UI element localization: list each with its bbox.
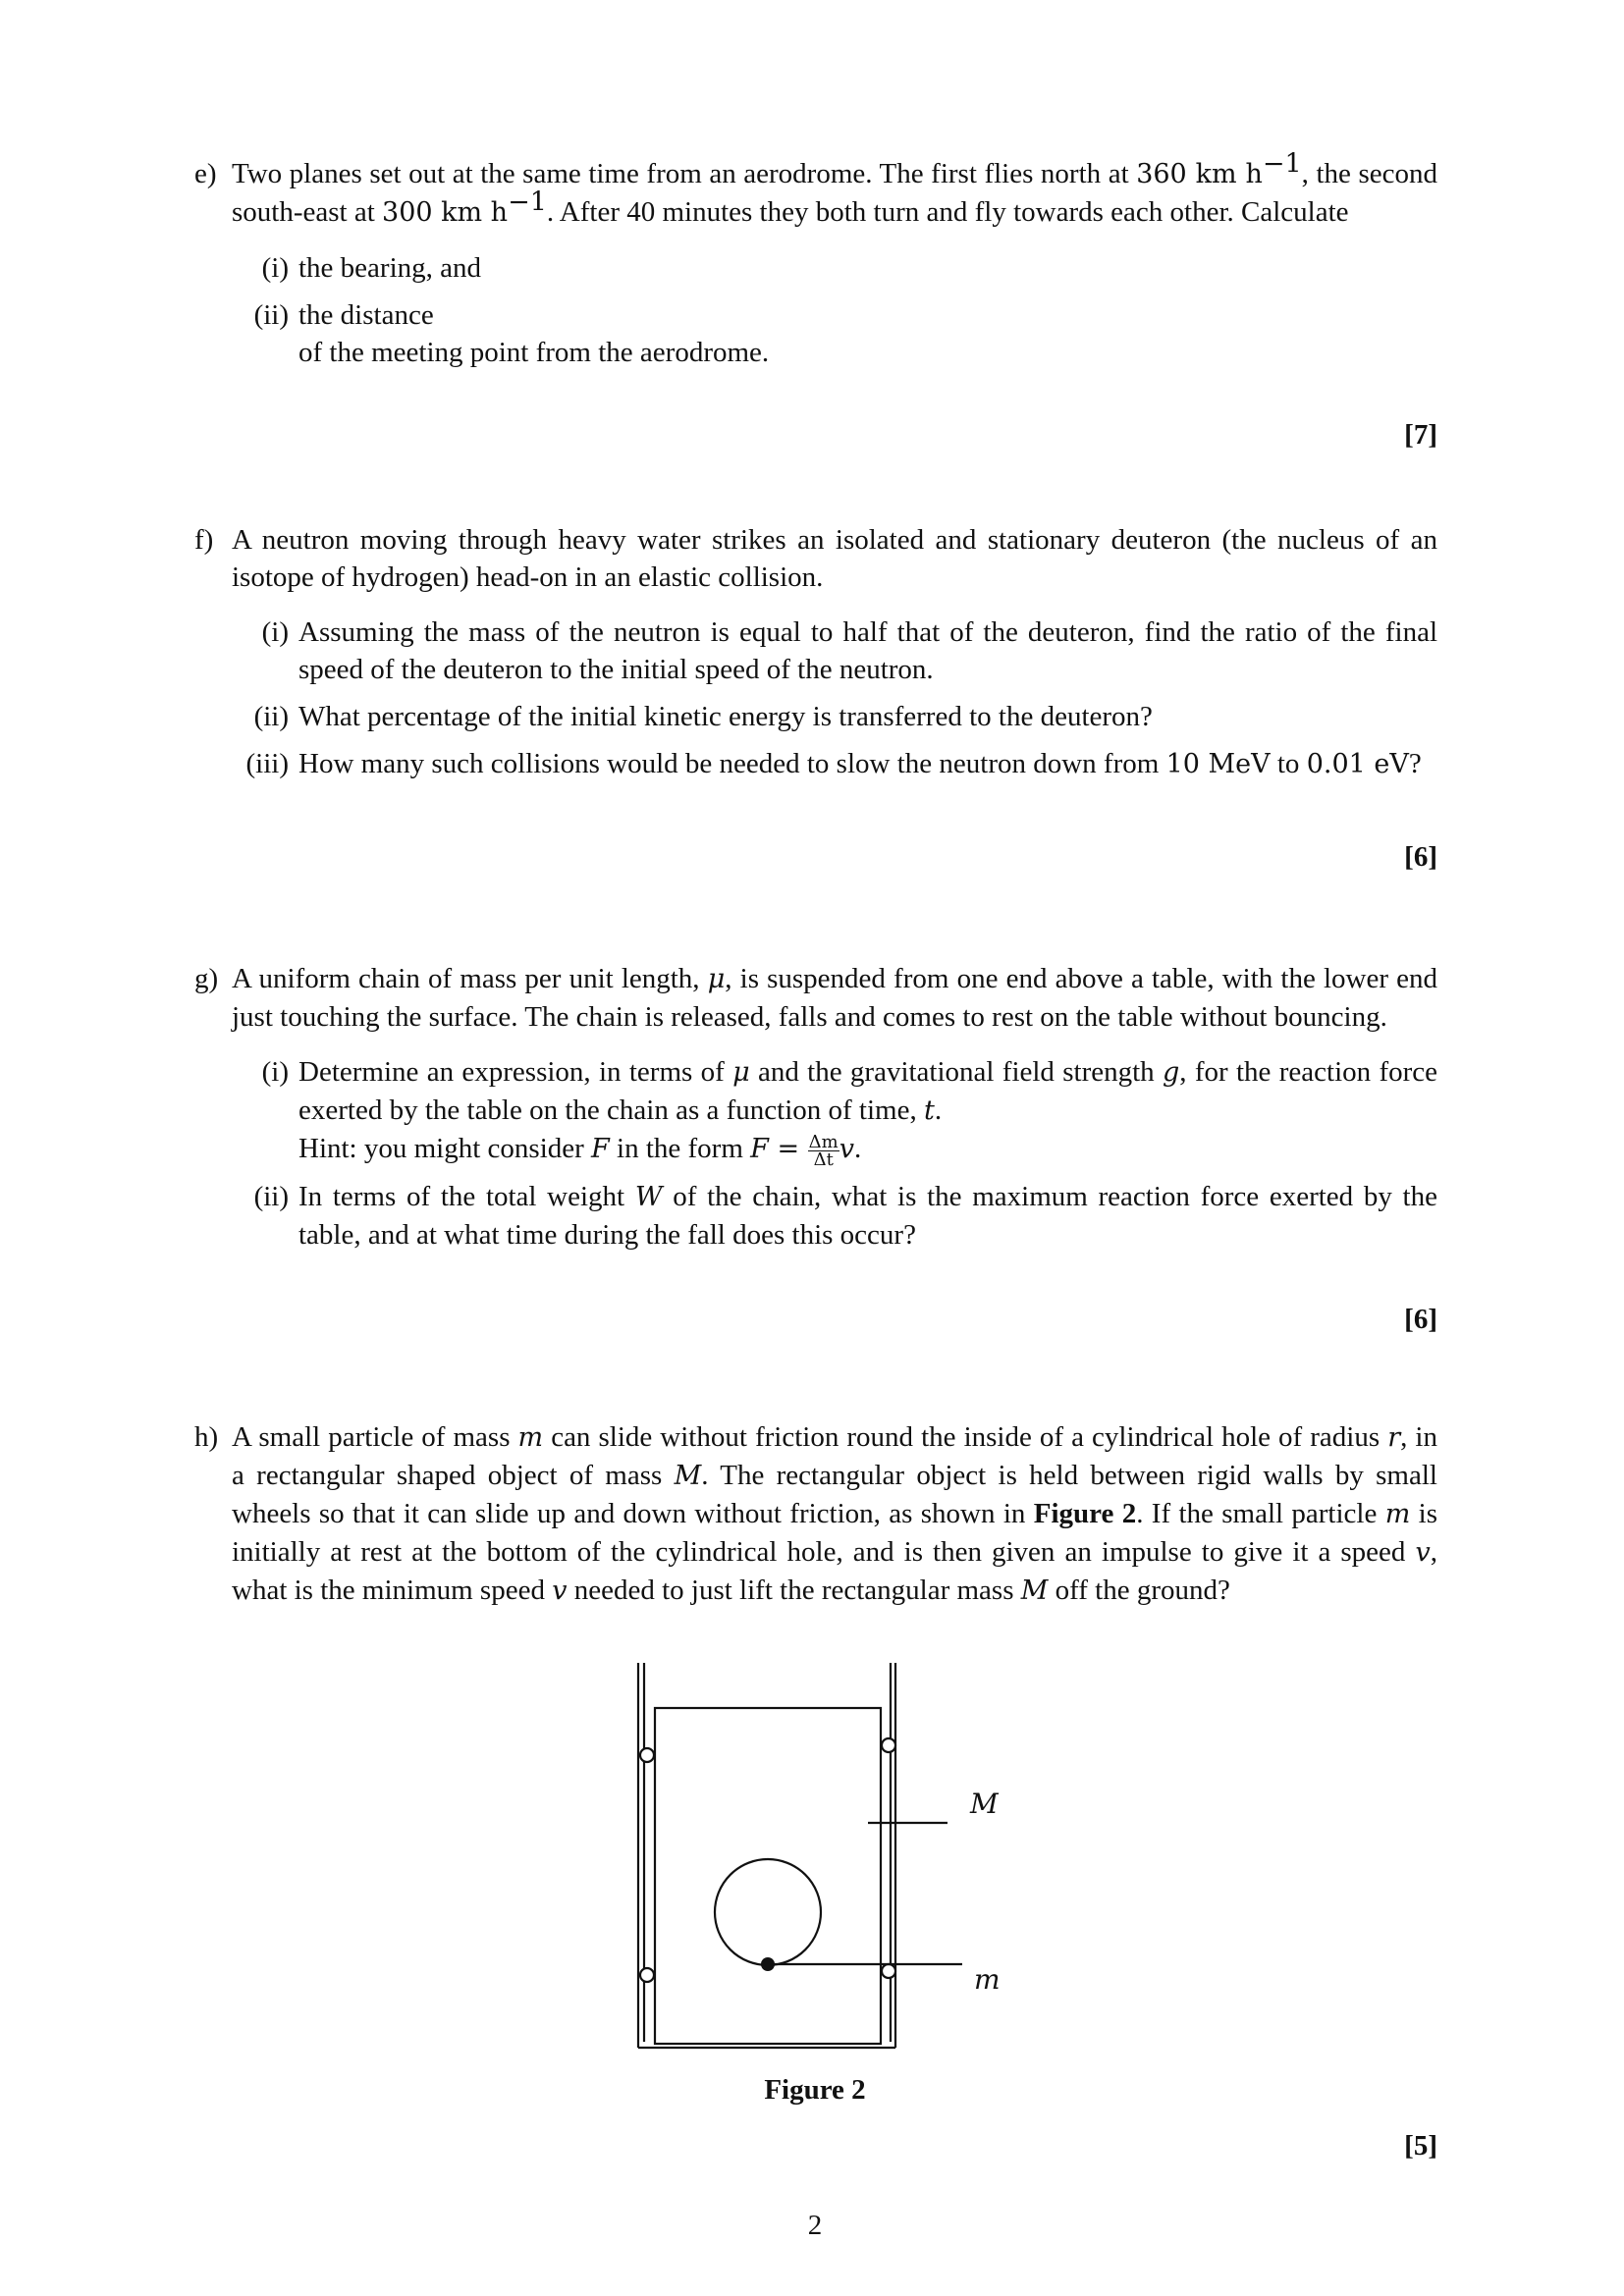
wheel-icon <box>640 1968 654 1982</box>
question-text: A uniform chain of mass per unit length, μ, is suspended from one end above a table, with the lower end just touching the surface. The chain is released, falls and comes to rest on the table without bouncing. <box>232 963 1437 1033</box>
math-mu: μ <box>707 964 726 994</box>
cylindrical-hole <box>715 1859 821 1965</box>
sub-question-text: How many such collisions would be needed to slow the neutron down from 10 MeV to 0.01 eV? <box>298 748 1422 779</box>
sub-question-number: (i) <box>261 1056 289 1088</box>
energy-value: 10 MeV <box>1165 749 1271 779</box>
question-label: g) <box>194 963 219 994</box>
speed-value: 360 km h <box>1136 159 1263 189</box>
fraction: $\frac{\Delta m}{\Delta t}$ <box>808 1131 839 1170</box>
sub-question-number: (i) <box>261 252 289 284</box>
sub-question <box>232 249 1437 287</box>
sub-question <box>232 698 1437 735</box>
hint-text: Hint: you might consider F in the form F = $\frac{\Delta m}{\Delta t}$ v. <box>298 1131 862 1170</box>
sub-question-text: the bearing, and <box>298 252 482 284</box>
marks: [6] <box>1404 841 1437 873</box>
sub-question-text: Assuming the mass of the neutron is equal to half that of the deuteron, find the ratio of the final speed of the deuteron to the initial speed of the neutron. <box>298 616 1437 685</box>
marks: [5] <box>1404 2130 1437 2162</box>
sub-question-text: In terms of the total weight W of the chain, what is the maximum reaction force exerted by the table, and at what time during the fall does this occur? <box>298 1181 1437 1251</box>
sub-question <box>232 614 1437 688</box>
figure-label-M: M <box>970 1788 999 1820</box>
energy-value: 0.01 eV <box>1306 749 1409 779</box>
question-f <box>194 521 1437 873</box>
sub-question-number: (ii) <box>253 299 289 331</box>
sub-question-number: (iii) <box>245 748 289 779</box>
sub-question-text: the distance <box>298 299 434 331</box>
particle-m <box>761 1957 775 1971</box>
sub-question-number: (ii) <box>253 701 289 732</box>
rectangular-object <box>655 1708 881 2044</box>
figure-reference: Figure 2 <box>1033 1498 1137 1529</box>
sub-question-text: Determine an expression, in terms of μ and the gravitational field strength g, for the reaction force exerted by the table on the chain as a function of time, t. <box>298 1056 1438 1126</box>
marks: [7] <box>1404 419 1437 451</box>
sub-question-tail: of the meeting point from the aerodrome. <box>298 337 770 368</box>
sub-question-text: What percentage of the initial kinetic energy is transferred to the deuteron? <box>298 701 1153 732</box>
figure-caption: Figure 2 <box>764 2074 866 2106</box>
question-label: e) <box>194 158 217 189</box>
sub-question-number: (ii) <box>253 1181 289 1212</box>
sub-question <box>232 745 1437 783</box>
sub-question-number: (i) <box>261 616 289 648</box>
page-number: 2 <box>807 2210 823 2241</box>
sub-question <box>232 1053 1437 1168</box>
figure-label-m: m <box>974 1963 1001 1996</box>
marks: [6] <box>1404 1304 1437 1335</box>
question-label: h) <box>194 1421 219 1453</box>
figure-2-diagram <box>609 1649 1021 2061</box>
wheel-icon <box>640 1748 654 1762</box>
question-h <box>194 1418 1437 2162</box>
question-text: A neutron moving through heavy water strikes an isolated and stationary deuteron (the nucleus of an isotope of hydrogen) head-on in an elastic collision. <box>232 524 1437 593</box>
question-e <box>194 148 1437 451</box>
wheel-icon <box>882 1738 895 1752</box>
question-text: A small particle of mass m can slide without friction round the inside of a cylindrical hole of radius r, in a rectangular shaped object of mass M. The rectangular object is held between rigid walls by small wheels so that it can slide up and down without friction, as shown in Figure 2. If the small particle m is initially at rest at the bottom of the cylindrical hole, and is then given an impulse to give it a speed v, what is the minimum speed v needed to just lift the rectangular mass M off the ground? <box>232 1421 1437 1606</box>
question-g <box>194 960 1438 1335</box>
question-label: f) <box>194 524 214 556</box>
wheel-icon <box>882 1964 895 1978</box>
speed-value: 300 km h <box>382 197 509 228</box>
sub-question <box>232 1178 1437 1254</box>
question-text: Two planes set out at the same time from an aerodrome. The first flies north at 360 km $h^{-1}$, the second south-east at 300 km $h^{-1}$. After 40 minutes they both turn and fly towards each other. Calculate <box>232 148 1437 228</box>
sub-question <box>232 296 1437 371</box>
